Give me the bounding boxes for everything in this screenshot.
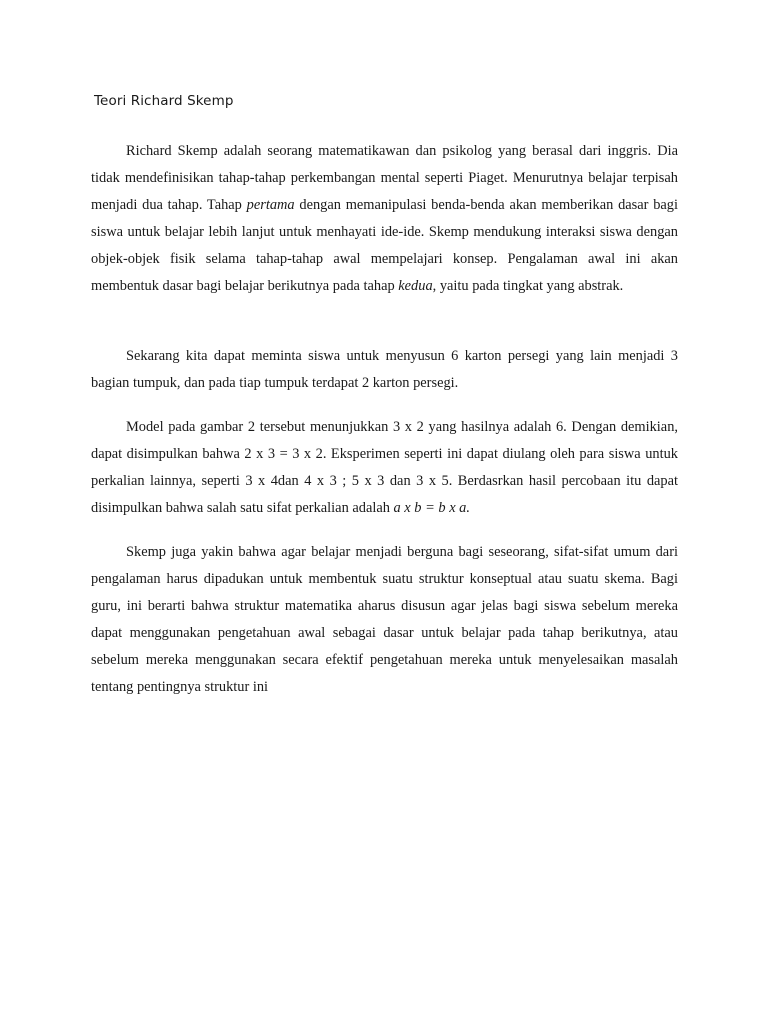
paragraph-1-italic-kedua: kedua [398, 278, 433, 294]
paragraph-3 [91, 414, 678, 522]
paragraph-4 [91, 539, 678, 701]
paragraph-1-text-3: , yaitu pada tingkat yang abstrak. [432, 278, 624, 294]
page-title: Teori Richard Skemp [94, 93, 234, 109]
paragraph-1-text-2: dengan memanipulasi benda-benda akan memberikan dasar bagi siswa untuk belajar lebih lanjut untuk menhayati ide-ide. Skemp mendukung interaksi siswa dengan objek-objek fisik selama tahap-tahap awal mempelajari konsep. Pengalaman awal ini akan membentuk dasar bagi belajar berikutnya pada tahap [91, 197, 678, 294]
paragraph-2 [91, 343, 678, 397]
paragraph-1-italic-pertama: pertama [246, 197, 295, 213]
paragraph-3-italic-formula: a x b = b x a. [393, 500, 470, 516]
paragraph-3-text-1: Model pada gambar 2 tersebut menunjukkan 3 x 2 yang hasilnya adalah 6. Dengan demikian, dapat disimpulkan bahwa 2 x 3 = 3 x 2. Eksperimen seperti ini dapat diulang oleh para siswa untuk perkalian lainnya, seperti 3 x 4dan 4 x 3 ; 5 x 3 dan 3 x 5. Berdasrkan hasil percobaan itu dapat disimpulkan bahwa salah satu sifat perkalian adalah [91, 419, 678, 516]
paragraph-1-text-1: Richard Skemp adalah seorang matematikawan dan psikolog yang berasal dari inggris. Dia tidak mendefinisikan tahap-tahap perkembangan mental seperti Piaget. Menurutnya belajar terpisah menjadi dua tahap. Tahap [91, 143, 678, 213]
paragraph-1 [91, 138, 678, 300]
paragraph-4-text-1: Skemp juga yakin bahwa agar belajar menjadi berguna bagi seseorang, sifat-sifat umum dari pengalaman harus dipadukan untuk membentuk suatu struktur konseptual atau suatu skema. Bagi guru, ini berarti bahwa struktur matematika aharus disusun agar jelas bagi siswa sebelum mereka dapat menggunakan pengetahuan awal sebagai dasar untuk belajar pada tahap berikutnya, atau sebelum mereka menggunakan secara efektif pengetahuan mereka untuk menyelesaikan masalah tentang pentingnya struktur ini [91, 544, 678, 695]
paragraph-2-text-1: Sekarang kita dapat meminta siswa untuk menyusun 6 karton persegi yang lain menjadi 3 bagian tumpuk, dan pada tiap tumpuk terdapat 2 karton persegi. [91, 348, 678, 391]
